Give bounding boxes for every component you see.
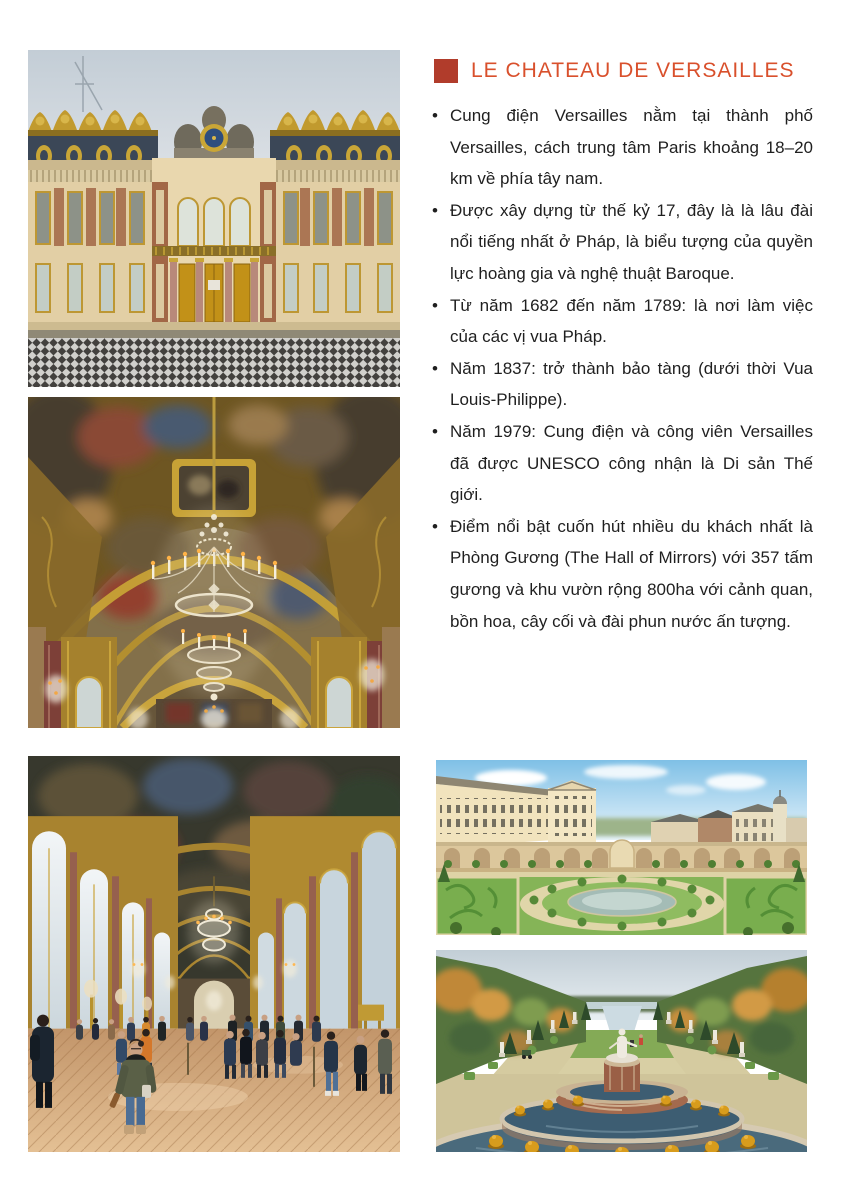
fountain-canal-illustration xyxy=(436,950,807,1152)
bullet-item: • Năm 1979: Cung điện và công viên Versailles đã được UNESCO công nhận là Di sản Thế giới. xyxy=(430,416,813,511)
garden-parterre-illustration xyxy=(436,760,807,935)
palace-facade-photo xyxy=(28,50,400,387)
ceiling-chandelier-illustration xyxy=(28,397,400,728)
bullet-item: • Điểm nổi bật cuốn hút nhiều du khách nhất là Phòng Gương (The Hall of Mirrors) với 357 tấm gương và khu vườn rộng 800ha với cảnh quan, bồn hoa, cây cối và đài phun nước ấn tượng. xyxy=(430,511,813,637)
gallery-crowd-illustration xyxy=(28,756,400,1152)
bullet-item: • Năm 1837: trở thành bảo tàng (dưới thời Vua Louis-Philippe). xyxy=(430,353,813,416)
page-title-row xyxy=(434,56,795,86)
latona-fountain-photo xyxy=(436,950,807,1152)
hall-of-mirrors-visitors-photo xyxy=(28,756,400,1152)
page-title: LE CHATEAU DE VERSAILLES xyxy=(471,59,795,82)
orangerie-garden-photo xyxy=(436,760,807,935)
bullet-item: • Cung điện Versailles nằm tại thành phố Versailles, cách trung tâm Paris khoảng 18–20 km về phía tây nam. xyxy=(430,100,813,195)
palace-facade-illustration xyxy=(28,50,400,387)
hall-of-mirrors-ceiling-photo xyxy=(28,397,400,728)
bullet-list xyxy=(430,100,813,637)
bullet-item: • Được xây dựng từ thế kỷ 17, đây là là lâu đài nổi tiếng nhất ở Pháp, là biểu tượng của quyền lực hoàng gia và nghệ thuật Baroque. xyxy=(430,195,813,290)
bullet-item: • Từ năm 1682 đến năm 1789: là nơi làm việc của các vị vua Pháp. xyxy=(430,290,813,353)
title-square-bullet-icon xyxy=(434,59,458,83)
